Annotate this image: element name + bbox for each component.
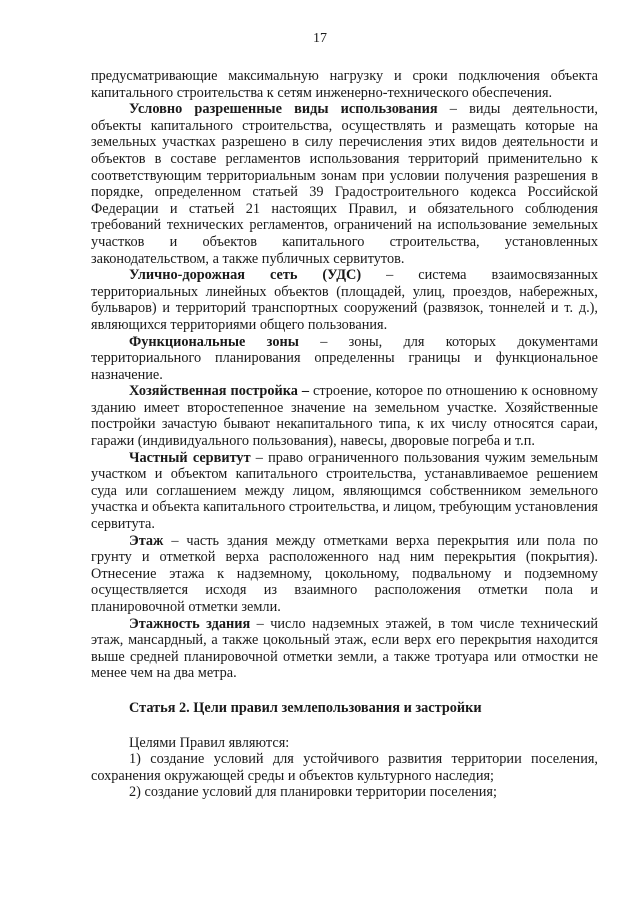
paragraph-text: предусматривающие максимальную нагрузку и сроки подключения объекта капитального строительства к сетям инженерно-технического обеспечения. bbox=[91, 68, 598, 101]
definition-text: – виды деятельности, объекты капитального строительства, осуществлять и размещать которые на земельных участках разрешено в силу перечисления этих видов деятельности и объектов в составе регламентов использования территорий применительно к соответствующим территориальным зонам при условии получения разрешения в порядке, определенном статьей 39 Градостроительного кодекса Российской Федерации и статьей 21 настоящих Правил, и обязательного соблюдения требований технических регламентов, ограничений на использование земельных участков и объектов капитального строительства, установленных законодательством, а также публичных сервитутов. bbox=[91, 101, 598, 267]
definition-text: – право ограниченного пользования чужим земельным участком и объектом капитального строительства, устанавливаемое решением суда или соглашением между лицом, являющимся собственником земельного участка и объекта капитального строительства, и лицом, требующим установления сервитута. bbox=[91, 449, 598, 533]
definition-term: Этаж bbox=[129, 532, 164, 549]
definition-term: Условно разрешенные виды использования bbox=[129, 101, 438, 118]
definition-paragraph bbox=[91, 616, 598, 682]
definition-term: Хозяйственная постройка – bbox=[129, 383, 310, 400]
definition-term: Улично-дорожная сеть (УДС) bbox=[129, 267, 362, 284]
definition-term: Функциональные зоны bbox=[129, 333, 299, 350]
definition-text: – число надземных этажей, в том числе технический этаж, мансардный, а также цокольный этаж, если верх его перекрытия находится выше средней планировочной отметки земли, а также тротуара или отмостки не менее чем на два метра. bbox=[91, 615, 598, 682]
goals-intro: Целями Правил являются: bbox=[129, 734, 290, 751]
goal-item: 1) создание условий для устойчивого развития территории поселения, сохранения окружающей среды и объектов культурного наследия; bbox=[91, 751, 598, 784]
goal-item: 2) создание условий для планировки территории поселения; bbox=[129, 784, 497, 801]
definition-text: – часть здания между отметками верха перекрытия или пола по грунту и отметкой верха расположенного над ним перекрытия (покрытия). Отнесение этажа к надземному, цокольному, подвальному и подземному осуществляется исходя из взаимного расположения отметки пола и планировочной отметки земли. bbox=[91, 532, 598, 615]
definition-text: – зоны, для которых документами территориального планирования определенны границы и функциональное назначение. bbox=[91, 333, 598, 383]
page-number: 17 bbox=[313, 31, 327, 46]
definition-text: – система взаимосвязанных территориальных линейных объектов (площадей, улиц, проездов, набережных, бульваров) и территорий транспортных сооружений (развязок, тоннелей и т. д.), являющихся территориями общего пользования. bbox=[91, 267, 598, 333]
definition-text: строение, которое по отношению к основному зданию имеет второстепенное значение на земельном участке. Хозяйственные постройки зачастую бывают некапитального типа, к их числу относятся сараи, гаражи (индивидуального пользования), навесы, дворовые погреба и т.п. bbox=[91, 383, 599, 450]
definition-term: Частный сервитут bbox=[129, 449, 251, 466]
definition-paragraph bbox=[91, 334, 598, 384]
definition-paragraph bbox=[91, 101, 598, 267]
definition-paragraph bbox=[91, 533, 598, 616]
document-body bbox=[91, 68, 598, 801]
definition-paragraph bbox=[91, 450, 598, 533]
definition-paragraph bbox=[91, 267, 598, 333]
article-heading: Статья 2. Цели правил землепользования и застройки bbox=[129, 699, 482, 716]
definition-term: Этажность здания bbox=[129, 615, 251, 632]
paragraph-continuation bbox=[91, 68, 598, 101]
definition-paragraph bbox=[91, 383, 598, 449]
